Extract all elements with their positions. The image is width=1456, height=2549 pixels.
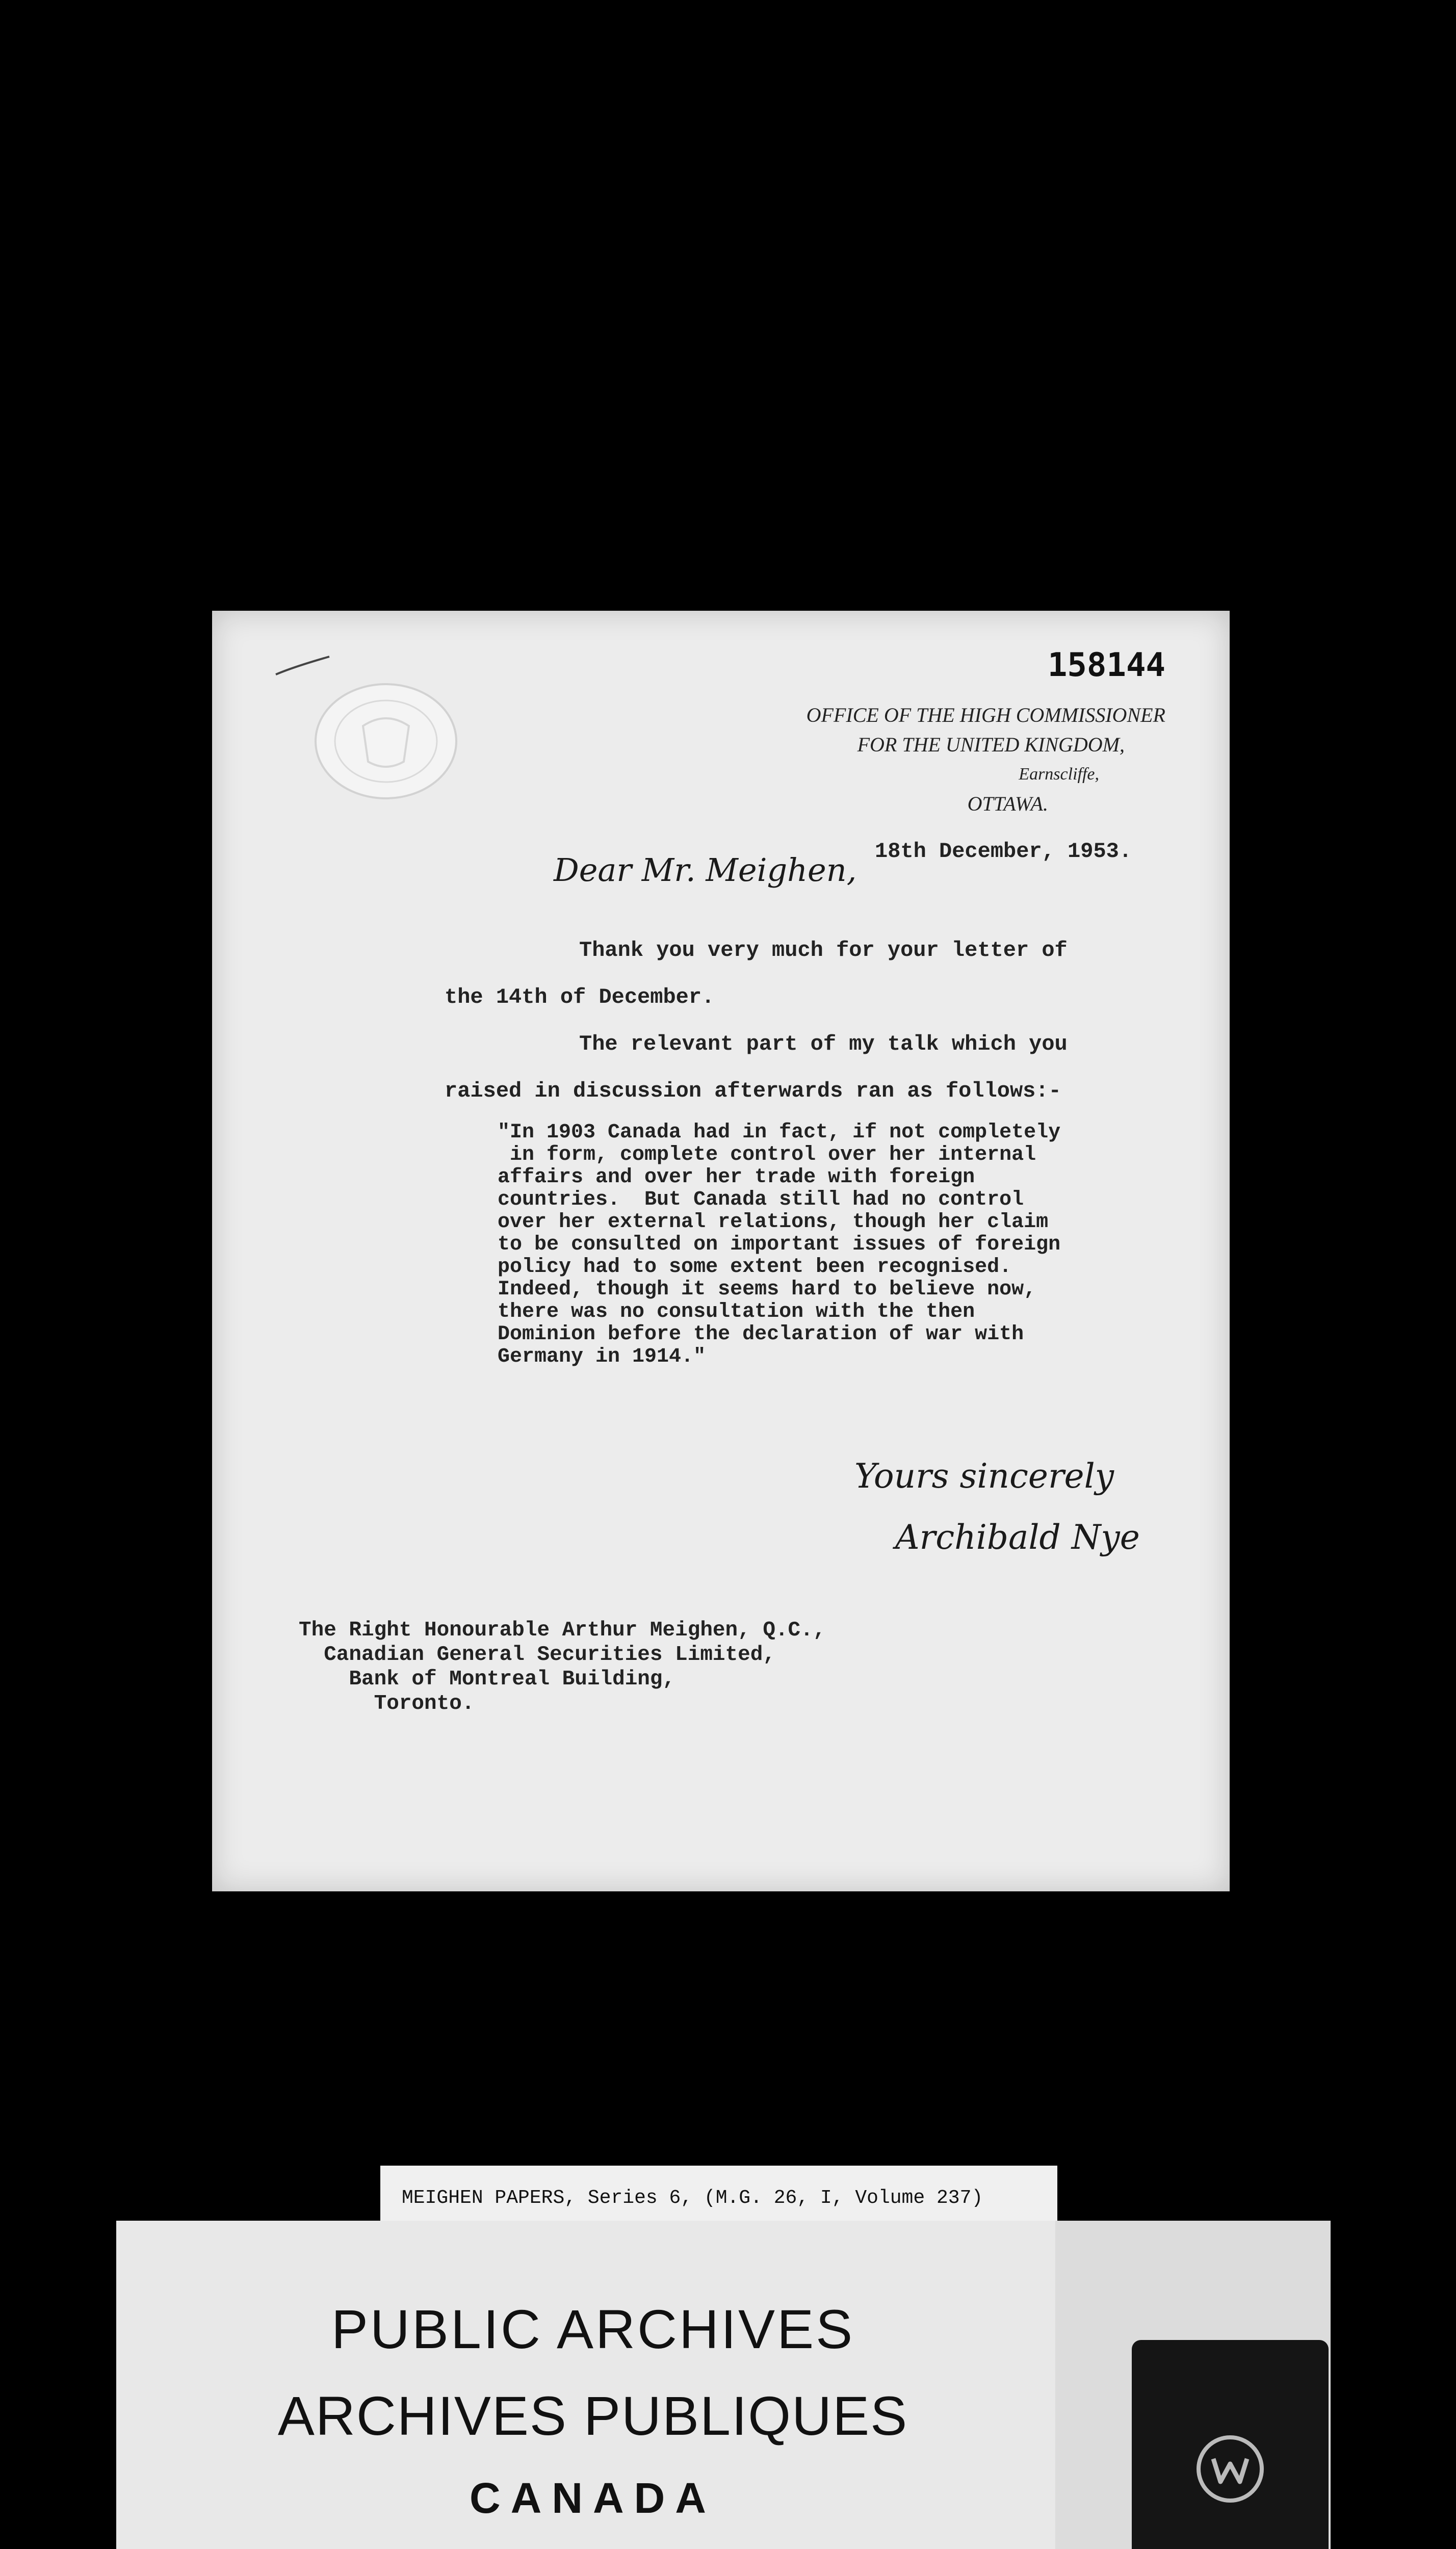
- archive-country: CANADA: [470, 2474, 716, 2522]
- paragraph-line: Thank you very much for your letter of: [579, 938, 1068, 963]
- quote-line: "In 1903 Canada had in fact, if not completely: [498, 1121, 1061, 1144]
- quote-line: Dominion before the declaration of war with: [498, 1323, 1024, 1346]
- quote-line: Indeed, though it seems hard to believe now,: [498, 1278, 1036, 1301]
- quoted-passage: [498, 1122, 1160, 1368]
- quote-line: affairs and over her trade with foreign: [498, 1166, 975, 1189]
- quote-line: to be consulted on important issues of foreign: [498, 1233, 1061, 1256]
- address-line: Toronto.: [299, 1692, 475, 1715]
- paragraph-line: The relevant part of my talk which you: [579, 1032, 1068, 1056]
- address-line: Canadian General Securities Limited,: [299, 1643, 775, 1667]
- salutation-text: Dear Mr. Meighen,: [554, 851, 857, 889]
- collection-label: [380, 2166, 1057, 2221]
- document-number: 158144: [1047, 646, 1165, 684]
- quote-line: over her external relations, though her claim: [498, 1211, 1049, 1234]
- letterhead-line: OFFICE OF THE HIGH COMMISSIONER: [806, 704, 1165, 726]
- collection-label-text: MEIGHEN PAPERS, Series 6, (M.G. 26, I, Volume 237): [402, 2187, 983, 2209]
- letterhead-line: Earnscliffe,: [1019, 765, 1099, 784]
- letterhead: [807, 700, 1165, 819]
- quote-line: policy had to some extent been recognised.: [498, 1256, 1012, 1279]
- recipient-address: [299, 1618, 825, 1716]
- archive-title-fr: ARCHIVES PUBLIQUES: [277, 2385, 908, 2447]
- address-line: Bank of Montreal Building,: [299, 1668, 675, 1691]
- letterhead-line: OTTAWA.: [967, 792, 1048, 815]
- paragraph-line: raised in discussion afterwards ran as follows:-: [445, 1079, 1061, 1103]
- quote-line: countries. But Canada still had no control: [498, 1188, 1024, 1211]
- letter-page: [212, 611, 1230, 1891]
- archive-card: [116, 2221, 1059, 2549]
- letterhead-line: FOR THE UNITED KINGDOM,: [857, 733, 1125, 756]
- quote-line: in form, complete control over her internal: [498, 1143, 1036, 1166]
- address-line: The Right Honourable Arthur Meighen, Q.C.,: [299, 1619, 826, 1642]
- archive-badge: [1132, 2340, 1329, 2549]
- archives-logo-icon: [1192, 2431, 1268, 2507]
- handwritten-signature: [824, 1437, 1211, 1579]
- signature-text: Archibald Nye: [895, 1518, 1140, 1557]
- archive-title-en: PUBLIC ARCHIVES: [331, 2298, 855, 2360]
- quote-line: Germany in 1914.": [498, 1345, 706, 1368]
- handwritten-salutation: [543, 840, 900, 896]
- closing-text: Yours sincerely: [854, 1456, 1114, 1496]
- embossed-seal-icon: [312, 680, 460, 802]
- quote-line: there was no consultation with the then: [498, 1300, 975, 1323]
- paragraph-line: the 14th of December.: [445, 985, 715, 1009]
- pencil-mark: [273, 652, 334, 682]
- letter-date: 18th December, 1953.: [875, 839, 1132, 864]
